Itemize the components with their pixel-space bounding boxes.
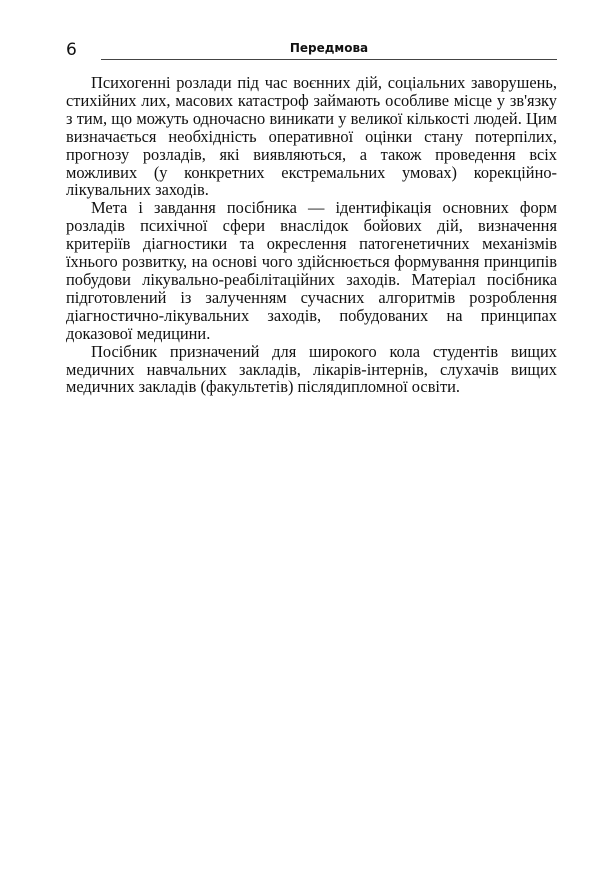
paragraph-2: Мета і завдання посібника — ідентифікація основних форм розладів психічної сфери внаслідок бойових дій, визначення критеріїв діагностики та окреслення патогенетичних механізмів їхнього розвитку, на основі чого здійснюється формування принципів побудови лікувально-реабілітаційних заходів. Матеріал посібника підготовлений із залученням сучасних алгоритмів розроблення діагностично-лікувальних заходів, побудованих на принципах доказової медицини. xyxy=(66,198,557,343)
page-number: 6 xyxy=(66,40,77,60)
running-title: Передмова xyxy=(289,41,369,55)
paragraph-1: Психогенні розлади під час воєнних дій, соціальних заворушень, стихійних лих, масових катастроф займають особливе місце у зв'язку з тим, що можуть одночасно виникати у великої кількості людей. Цим визначається необхідність оперативної оцінки стану потерпілих, прогнозу розладів, які виявляються, а також проведення всіх можливих (у конкретних екстремальних умовах) корекційно-лікувальних заходів. xyxy=(66,73,557,200)
header-divider xyxy=(101,59,557,60)
paragraph-3: Посібник призначений для широкого кола студентів вищих медичних навчальних закладів, лікарів-інтернів, слухачів вищих медичних закладів (факультетів) післядипломної освіти. xyxy=(66,341,557,397)
body-text xyxy=(66,74,557,396)
